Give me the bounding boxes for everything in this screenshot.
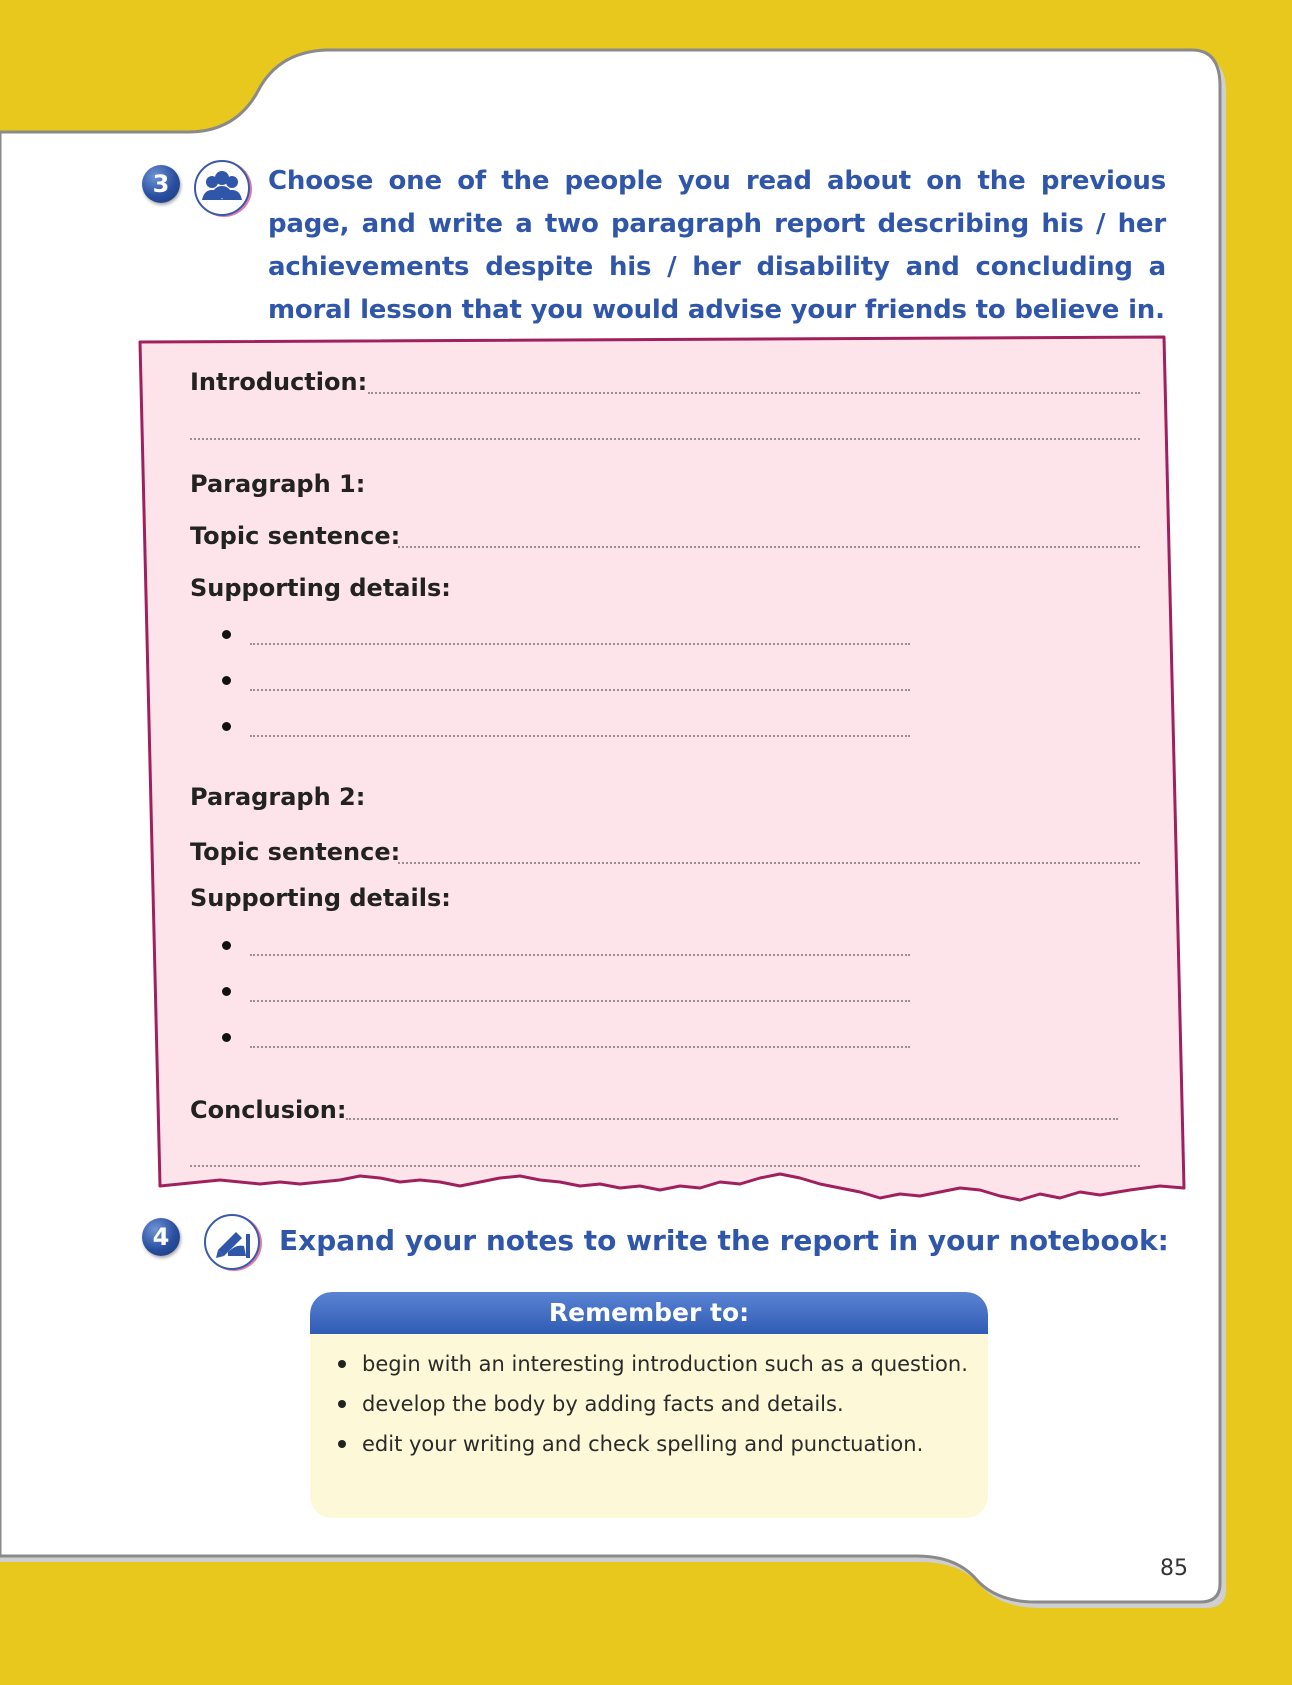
remember-title: Remember to: — [310, 1292, 988, 1334]
exercise-3-instruction: Choose one of the people you read about on the previous page, and write a two paragraph report describing his / her achievements despite his / her disability and concluding a moral lesson that you would advise your friends to believe in. — [268, 166, 1166, 325]
detail-2a-answer-line[interactable] — [250, 954, 910, 956]
topic-sentence-1-answer-line[interactable] — [398, 546, 1140, 548]
supporting-details-2-label: Supporting details: — [190, 884, 451, 912]
paragraph-1-label: Paragraph 1: — [190, 470, 366, 498]
remember-box — [310, 1292, 988, 1518]
remember-item — [332, 1384, 972, 1424]
page-number: 85 — [1160, 1556, 1188, 1581]
topic-sentence-2-label: Topic sentence: — [190, 838, 401, 866]
remember-item-text: begin with an interesting introduction such as a question. — [362, 1352, 968, 1376]
exercise-4-number-badge: 4 — [142, 1218, 180, 1256]
bullet-dot — [338, 1400, 346, 1408]
remember-item-text: develop the body by adding facts and details. — [362, 1392, 844, 1416]
introduction-answer-line[interactable] — [368, 392, 1140, 394]
exercise-3-number-badge: 3 — [142, 165, 180, 203]
bullet-dot — [338, 1360, 346, 1368]
writing-hand-icon — [204, 1214, 260, 1270]
remember-item — [332, 1344, 972, 1384]
remember-list — [332, 1344, 972, 1464]
detail-1b-answer-line[interactable] — [250, 689, 910, 691]
paragraph-2-label: Paragraph 2: — [190, 783, 366, 811]
detail-1b-bullet — [222, 676, 231, 685]
detail-1a-answer-line[interactable] — [250, 643, 910, 645]
exercise-4-instruction: Expand your notes to write the report in your notebook: — [279, 1224, 1169, 1257]
conclusion-answer-line-2[interactable] — [190, 1165, 1140, 1167]
detail-2a-bullet — [222, 941, 231, 950]
detail-1a-bullet — [222, 630, 231, 639]
remember-item — [332, 1424, 972, 1464]
topic-sentence-1-label: Topic sentence: — [190, 522, 401, 550]
introduction-label: Introduction: — [190, 368, 368, 396]
detail-1c-answer-line[interactable] — [250, 735, 910, 737]
introduction-answer-line-2[interactable] — [190, 438, 1140, 440]
detail-2c-bullet — [222, 1033, 231, 1042]
detail-2b-bullet — [222, 987, 231, 996]
conclusion-answer-line[interactable] — [346, 1118, 1118, 1120]
detail-1c-bullet — [222, 722, 231, 731]
bullet-dot — [338, 1440, 346, 1448]
detail-2c-answer-line[interactable] — [250, 1046, 910, 1048]
conclusion-label: Conclusion: — [190, 1096, 347, 1124]
remember-item-text: edit your writing and check spelling and punctuation. — [362, 1432, 924, 1456]
topic-sentence-2-answer-line[interactable] — [398, 862, 1140, 864]
supporting-details-1-label: Supporting details: — [190, 574, 451, 602]
detail-2b-answer-line[interactable] — [250, 1000, 910, 1002]
